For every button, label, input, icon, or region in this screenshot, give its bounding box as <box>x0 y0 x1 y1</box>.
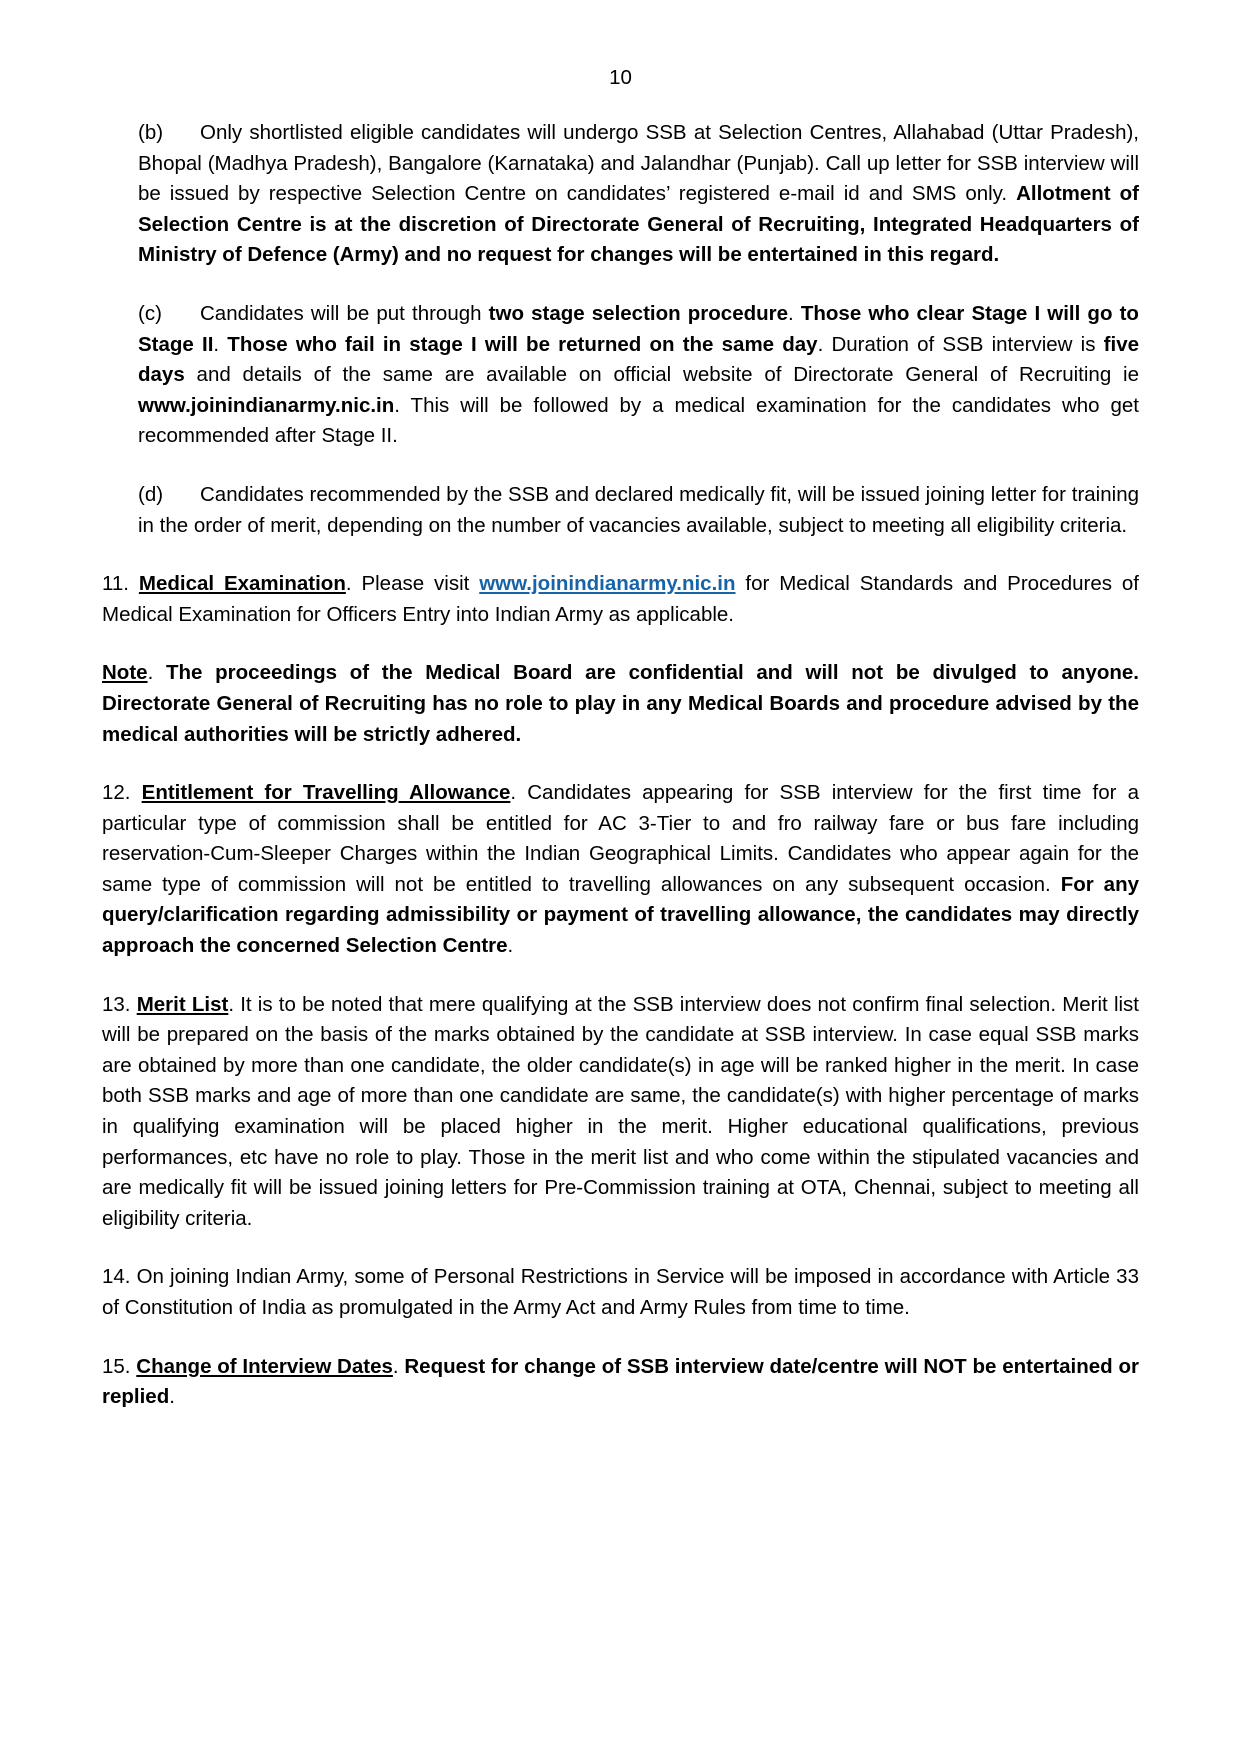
item-15-number: 15. <box>102 1354 131 1378</box>
item-15-text-1: . <box>392 1354 405 1378</box>
paragraph-b <box>138 118 1139 271</box>
item-12-number: 12. <box>102 781 131 805</box>
note-bold: The proceedings of the Medical Board are confidential and will not be divulged to anyone. Directorate General of Recruiting has no role to play in any Medical Boards and procedure advised by the medical authorities will be strictly adhered. <box>102 661 1139 746</box>
paragraph-c-text-1: Candidates will be put through <box>200 301 489 325</box>
paragraph-c-text-5: and details of the same are available on official website of Directorate General of Recruiting ie <box>184 363 1139 387</box>
paragraph-c-text-2: . <box>788 301 801 325</box>
paragraph-c-bold-4: five days <box>138 332 1139 387</box>
item-13-text: . It is to be noted that mere qualifying at the SSB interview does not confirm final selection. Merit list will be prepared on the basis of the marks obtained by the candidate at SSB interview. In case equal SSB marks are obtained by more than one candidate, the older candidate(s) in age will be ranked higher in the merit. In case both SSB marks and age of more than one candidate are same, the candidate(s) with higher percentage of marks in qualifying examination will be placed higher in the merit. Higher educational qualifications, previous performances, etc have no role to play. Those in the merit list and who come within the stipulated vacancies and are medically fit will be issued joining letters for Pre-Commission training at OTA, Chennai, subject to meeting all eligibility criteria. <box>102 992 1140 1230</box>
note-heading: Note <box>102 661 148 685</box>
joinindianarmy-link[interactable]: www.joinindianarmy.nic.in <box>479 572 736 596</box>
item-14-number: 14. <box>102 1265 131 1289</box>
item-13-heading: Merit List <box>136 992 229 1016</box>
item-15-heading: Change of Interview Dates <box>136 1354 393 1378</box>
paragraph-c-bold-2: Those who clear Stage I will go to Stage II <box>138 301 1139 356</box>
paragraph-d-label: (d) <box>138 482 164 506</box>
item-15-text-2: . <box>169 1385 175 1409</box>
item-12-bold: For any query/clarification regarding admissibility or payment of travelling allowance, the candidates may directly approach the concerned Selection Centre <box>102 872 1140 958</box>
paragraph-c-label: (c) <box>138 301 162 325</box>
paragraph-c-bold-1: two stage selection procedure <box>488 301 789 325</box>
paragraph-b-text: Only shortlisted eligible candidates will undergo SSB at Selection Centres, Allahabad (Uttar Pradesh), Bhopal (Madhya Pradesh), Bangalore (Karnataka) and Jalandhar (Punjab). Call up letter for SSB interview will be issued by respective Selection Centre on candidates’ registered e-mail id and SMS only. <box>138 121 1139 206</box>
paragraph-c-text-4: . Duration of SSB interview is <box>817 332 1104 356</box>
item-12-text-1: . Candidates appearing for SSB interview for the first time for a particular type of commission shall be entitled for AC 3-Tier to and fro railway fare or bus fare including reservation-Cum-Sleeper Charges within the Indian Geographical Limits. Candidates who appear again for the same type of commission will not be entitled to travelling allowances on any subsequent occasion. <box>102 781 1139 896</box>
paragraph-d-text: Candidates recommended by the SSB and declared medically fit, will be issued joining letter for training in the order of merit, depending on the number of vacancies available, subject to meeting all eligibility criteria. <box>138 482 1139 537</box>
item-15-bold: Request for change of SSB interview date/centre will NOT be entertained or replied <box>102 1354 1139 1409</box>
item-15 <box>102 1352 1139 1413</box>
paragraph-b-label: (b) <box>138 121 164 144</box>
item-12-text-2: . <box>507 934 514 958</box>
note-paragraph <box>102 658 1139 750</box>
page-number: 10 <box>609 66 632 89</box>
item-11-text-2: for Medical Standards and Procedures of Medical Examination for Officers Entry into Indian Army as applicable. <box>102 572 1139 626</box>
item-14 <box>102 1262 1139 1323</box>
paragraph-c-website: www.joinindianarmy.nic.in <box>138 393 395 417</box>
paragraph-d <box>138 480 1139 541</box>
item-11-heading: Medical Examination <box>138 572 346 596</box>
item-12-heading: Entitlement for Travelling Allowance <box>141 781 511 805</box>
item-13-number: 13. <box>102 992 131 1016</box>
paragraph-c-text-6: . This will be followed by a medical examination for the candidates who get recommended after Stage II. <box>138 393 1139 448</box>
item-11 <box>102 569 1139 630</box>
paragraph-c-bold-3: Those who fail in stage I will be returned on the same day <box>227 332 818 356</box>
note-text-1: . <box>147 661 166 685</box>
page-content <box>102 118 1139 1413</box>
item-12 <box>102 778 1139 962</box>
paragraph-c <box>138 299 1139 452</box>
paragraph-c-text-3: . <box>213 332 228 356</box>
paragraph-b-bold: Allotment of Selection Centre is at the discretion of Directorate General of Recruiting, Integrated Headquarters of Ministry of Defence (Army) and no request for changes will be entertained in this regard. <box>138 182 1139 267</box>
item-11-text-1: . Please visit <box>345 572 480 596</box>
item-11-number: 11. <box>102 572 129 596</box>
item-13 <box>102 990 1139 1235</box>
item-14-text: On joining Indian Army, some of Personal Restrictions in Service will be imposed in accordance with Article 33 of Constitution of India as promulgated in the Army Act and Army Rules from time to time. <box>102 1265 1139 1319</box>
